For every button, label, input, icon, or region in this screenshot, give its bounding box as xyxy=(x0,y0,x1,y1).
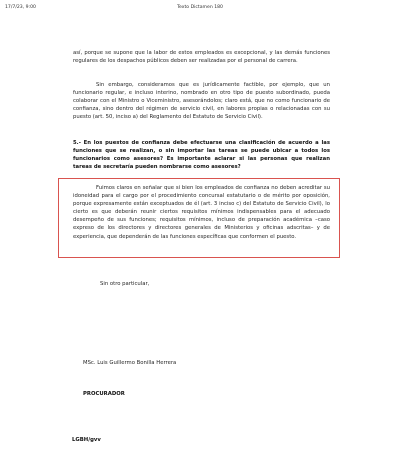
paragraph-intro-text: así, porque se supone que la labor de estos empleados es excepcional, y las demás funciones regulares de los despachos públicos deben ser realizadas por el personal de carrera. xyxy=(73,50,330,65)
signer-name: MSc. Luis Guillermo Bonilla Herrera xyxy=(83,360,177,366)
salutation: Sin otro particular, xyxy=(100,281,150,287)
signer-role: PROCURADOR xyxy=(83,391,125,397)
print-timestamp: 17/7/23, 9:00 xyxy=(5,5,36,10)
reference-initials: LGBH/gvv xyxy=(72,437,101,443)
paragraph-intro xyxy=(73,49,330,65)
answer-paragraph xyxy=(73,184,330,241)
paragraph-second xyxy=(73,81,330,121)
answer-paragraph-text: Fuimos claros en señalar que si bien los empleados de confianza no deben acreditar su idoneidad para el cargo por el procedimiento concursal estatutario o de mérito por oposición, porque expresamente están exceptuados de él (art. 3 inciso c) del Estatuto de Servicio Civil), lo cierto es que deberán reunir ciertos requisitos mínimos indispensables para el adecuado desempeño de sus funciones; requisitos mínimos, incluso de preparación académica –caso expreso de los directores y directores generales de Ministerios y oficinas adscritas– y de experiencia, que dependerán de las funciones específicas que conformen el puesto. xyxy=(73,185,330,240)
page-title: Texto Dictamen 180 xyxy=(177,5,223,10)
paragraph-second-text: Sin embargo, consideramos que es jurídicamente factible, por ejemplo, que un funcionario regular, e incluso interino, nombrado en otro tipo de puesto subordinado, pueda colaborar con el Ministro o Viceministro, asesorándolos; claro está, que no como funcionario de confianza, sino dentro del régimen de servicio civil, en labores propias o relacionadas con su puesto (art. 50, inciso a) del Reglamento del Estatuto de Servicio Civil). xyxy=(73,82,330,121)
question-5 xyxy=(73,139,330,171)
question-5-text: 5.- En los puestos de confianza debe efectuarse una clasificación de acuerdo a las funciones que se realizan, o sin importar las tareas se puede ubicar a todos los funcionarios como asesores? Es importante aclarar si las personas que realizan tareas de secretaría pueden nombrarse como asesores? xyxy=(73,140,330,171)
